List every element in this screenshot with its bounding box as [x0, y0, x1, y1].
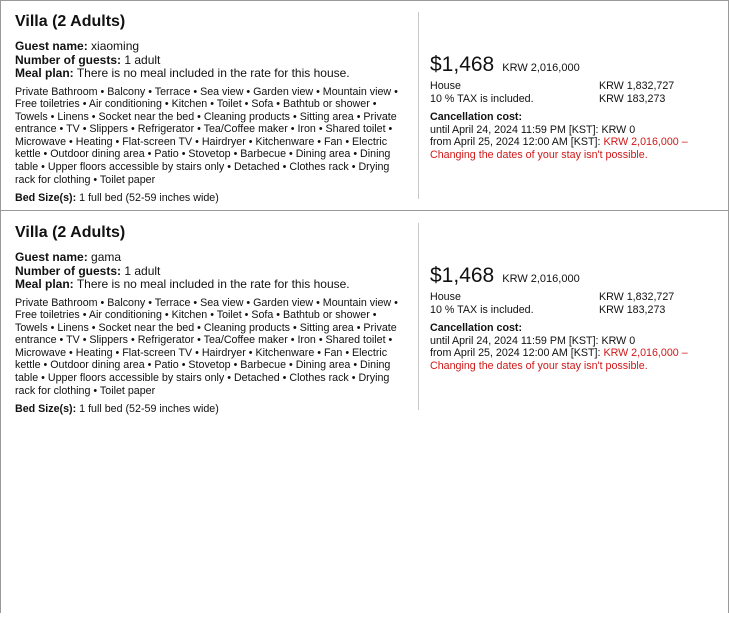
cancellation-free-period: until April 24, 2024 11:59 PM [KST]: KRW 0 — [430, 123, 636, 136]
price-usd: $1,468 — [430, 53, 495, 76]
meal-plan-row — [15, 67, 407, 81]
cancellation-free-period: until April 24, 2024 11:59 PM [KST]: KRW 0 — [430, 334, 636, 347]
price-line — [430, 264, 720, 288]
cancellation-charge-period — [430, 347, 720, 360]
price-usd: $1,468 — [430, 264, 495, 287]
bed-size-value: 1 full bed (52-59 inches wide) — [79, 403, 219, 416]
house-amount: KRW 1,832,727 — [599, 80, 675, 92]
cancellation-charge-amount: KRW 2,016,000 – — [603, 136, 688, 148]
bed-size-label: Bed Size(s): — [15, 192, 77, 205]
guest-name-row — [15, 251, 407, 265]
cancellation-charge-amount: KRW 2,016,000 – — [603, 347, 688, 359]
bed-size-value: 1 full bed (52-59 inches wide) — [79, 192, 219, 205]
house-row — [430, 80, 720, 93]
guests-value: 1 adult — [124, 263, 161, 278]
tax-amount: KRW 183,273 — [599, 303, 666, 316]
cancellation-charge-date: from April 25, 2024 12:00 AM [KST]: — [430, 136, 604, 148]
meal-plan-value: There is no meal included in the rate for this house. — [76, 66, 350, 80]
room-title: Villa (2 Adults) — [15, 224, 126, 241]
date-change-warning: Changing the dates of your stay isn't possible. — [430, 359, 648, 372]
guest-name-value: gama — [91, 250, 122, 264]
room-title: Villa (2 Adults) — [15, 13, 126, 30]
column-divider — [418, 223, 419, 410]
price-info — [430, 264, 720, 372]
guest-name-label: Guest name: — [15, 39, 88, 53]
price-krw: KRW 2,016,000 — [502, 273, 580, 285]
bed-size-row — [15, 403, 407, 416]
house-label: House — [430, 80, 461, 92]
guests-value: 1 adult — [124, 52, 161, 67]
guest-name-row — [15, 40, 407, 54]
guest-name-label: Guest name: — [15, 250, 88, 264]
tax-label: 10 % TAX is included. — [430, 303, 534, 316]
cancellation-charge-date: from April 25, 2024 12:00 AM [KST]: — [430, 347, 604, 359]
house-row — [430, 291, 720, 304]
room-info — [15, 224, 407, 416]
bed-size-row — [15, 192, 407, 205]
guests-row — [15, 54, 407, 68]
tax-row — [430, 93, 720, 106]
meal-plan-value: There is no meal included in the rate for this house. — [76, 277, 350, 291]
cancellation-heading: Cancellation cost: — [430, 111, 523, 123]
price-krw: KRW 2,016,000 — [502, 62, 580, 74]
amenities-list: Private Bathroom • Balcony • Terrace • Sea view • Garden view • Mountain view • Free toiletries • Air conditioning • Kitchen • Toilet • Sofa • Bathtub or shower • Towels • Linens • Socket near the bed • Cleaning products • Sitting area • Private entrance • TV • Slippers • Refrigerator • Tea/Coffee maker • Iron • Shared toilet • Microwave • Heating • Flat-screen TV • Hairdryer • Kitchenware • Fan • Electric kettle • Outdoor dining area • Patio • Stovetop • Barbecue • Dining area • Dining table • Upper floors accessible by stairs only • Detached • Clothes rack • Drying rack for clothing • Toilet paper — [15, 85, 398, 186]
bed-size-label: Bed Size(s): — [15, 403, 77, 416]
date-change-warning: Changing the dates of your stay isn't possible. — [430, 148, 648, 161]
tax-amount: KRW 183,273 — [599, 92, 666, 105]
room-info — [15, 13, 407, 205]
tax-row — [430, 304, 720, 317]
price-info — [430, 53, 720, 161]
tax-label: 10 % TAX is included. — [430, 92, 534, 105]
house-amount: KRW 1,832,727 — [599, 291, 675, 303]
cancellation-heading: Cancellation cost: — [430, 322, 523, 334]
meal-plan-label: Meal plan: — [15, 66, 74, 80]
room-card — [1, 1, 728, 211]
room-card — [1, 212, 728, 416]
meal-plan-label: Meal plan: — [15, 277, 74, 291]
amenities-list: Private Bathroom • Balcony • Terrace • Sea view • Garden view • Mountain view • Free toiletries • Air conditioning • Kitchen • Toilet • Sofa • Bathtub or shower • Towels • Linens • Socket near the bed • Cleaning products • Sitting area • Private entrance • TV • Slippers • Refrigerator • Tea/Coffee maker • Iron • Shared toilet • Microwave • Heating • Flat-screen TV • Hairdryer • Kitchenware • Fan • Electric kettle • Outdoor dining area • Patio • Stovetop • Barbecue • Dining area • Dining table • Upper floors accessible by stairs only • Detached • Clothes rack • Drying rack for clothing • Toilet paper — [15, 296, 398, 397]
meal-plan-row — [15, 278, 407, 292]
guests-row — [15, 265, 407, 279]
guests-label: Number of guests: — [15, 263, 122, 278]
column-divider — [418, 12, 419, 199]
guests-label: Number of guests: — [15, 52, 122, 67]
price-line — [430, 53, 720, 77]
guest-name-value: xiaoming — [91, 39, 140, 53]
cancellation-charge-period — [430, 136, 720, 149]
house-label: House — [430, 291, 461, 303]
